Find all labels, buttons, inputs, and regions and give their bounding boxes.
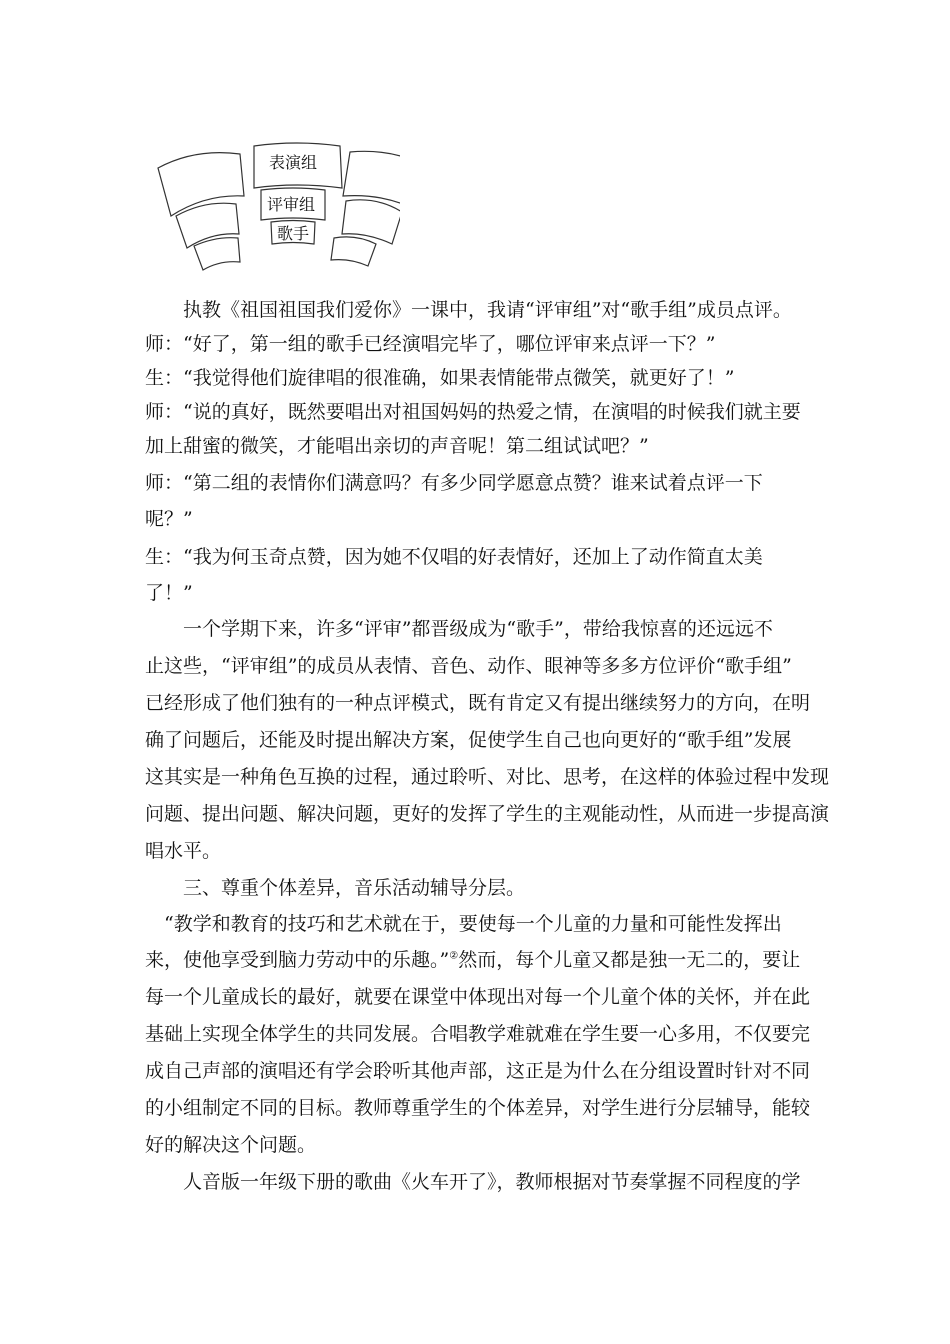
paragraph-1-line: 问题、提出问题、解决问题，更好的发挥了学生的主观能动性，从而进一步提高演 — [145, 803, 830, 825]
quote-line-1: “教学和教育的技巧和艺术就在于，要使每一个儿童的力量和可能性发挥出 — [164, 913, 782, 935]
footnote-marker: ② — [449, 950, 459, 962]
left-row-3 — [194, 238, 240, 270]
dialogue-teacher-1: 师：“好了，第一组的歌手已经演唱完毕了，哪位评审来点评一下？” — [145, 333, 716, 355]
dialogue-teacher-3-line-2: 呢？” — [145, 508, 193, 530]
paragraph-2-line: 成自己声部的演唱还有学会聆听其他声部，这正是为什么在分组设置时针对不同 — [145, 1060, 811, 1082]
right-row-1 — [343, 151, 400, 212]
paragraph-1-line: 一个学期下来，许多“评审”都晋级成为“歌手”，带给我惊喜的还远远不 — [183, 618, 773, 640]
dialogue-teacher-2-line-1: 师：“说的真好，既然要唱出对祖国妈妈的热爱之情，在演唱的时候我们就主要 — [145, 401, 801, 423]
paragraph-1-line: 唱水平。 — [145, 840, 222, 862]
quote-line-2 — [145, 949, 800, 972]
right-row-3 — [331, 237, 376, 266]
dialogue-student-2-line-1: 生：“我为何玉奇点赞，因为她不仅唱的好表情好，还加上了动作简直太美 — [145, 546, 763, 568]
dialogue-intro: 执教《祖国祖国我们爱你》一课中，我请“评审组”对“歌手组”成员点评。 — [183, 299, 792, 321]
paragraph-1-line: 止这些，“评审组”的成员从表情、音色、动作、眼神等多多方位评价“歌手组” — [145, 655, 792, 677]
paragraph-1-line: 已经形成了他们独有的一种点评模式，既有肯定又有提出继续努力的方向，在明 — [145, 692, 811, 714]
dialogue-teacher-2-line-2: 加上甜蜜的微笑，才能唱出亲切的声音呢！第二组试试吧？” — [145, 435, 649, 457]
paragraph-3-line: 人音版一年级下册的歌曲《火车开了》，教师根据对节奏掌握不同程度的学 — [183, 1171, 801, 1193]
paragraph-2-line: 的小组制定不同的目标。教师尊重学生的个体差异，对学生进行分层辅导，能较 — [145, 1097, 811, 1119]
paragraph-1-line: 这其实是一种角色互换的过程，通过聆听、对比、思考，在这样的体验过程中发现 — [145, 766, 830, 788]
quote-continuation: 然而，每个儿童又都是独一无二的，要让 — [458, 949, 801, 971]
seating-diagram — [150, 138, 400, 278]
dialogue-student-1: 生：“我觉得他们旋律唱的很准确，如果表情能带点微笑，就更好了！” — [145, 367, 735, 389]
paragraph-2-line: 好的解决这个问题。 — [145, 1134, 317, 1156]
section-heading: 三、尊重个体差异，音乐活动辅导分层。 — [183, 877, 526, 899]
singers-label: 歌手 — [277, 224, 310, 243]
dialogue-teacher-3-line-1: 师：“第二组的表情你们满意吗？有多少同学愿意点赞？谁来试着点评一下 — [145, 472, 763, 494]
stage-label: 表演组 — [269, 153, 318, 172]
dialogue-student-2-line-2: 了！” — [145, 582, 193, 604]
paragraph-2-line: 每一个儿童成长的最好，就要在课堂中体现出对每一个儿童个体的关怀，并在此 — [145, 986, 811, 1008]
paragraph-2-line: 基础上实现全体学生的共同发展。合唱教学难就难在学生要一心多用，不仅要完 — [145, 1023, 811, 1045]
judges-label: 评审组 — [267, 195, 316, 214]
paragraph-1-line: 确了问题后，还能及时提出解决方案，促使学生自己也向更好的“歌手组”发展 — [145, 729, 792, 751]
quote-text: 来，使他享受到脑力劳动中的乐趣。” — [145, 949, 450, 971]
